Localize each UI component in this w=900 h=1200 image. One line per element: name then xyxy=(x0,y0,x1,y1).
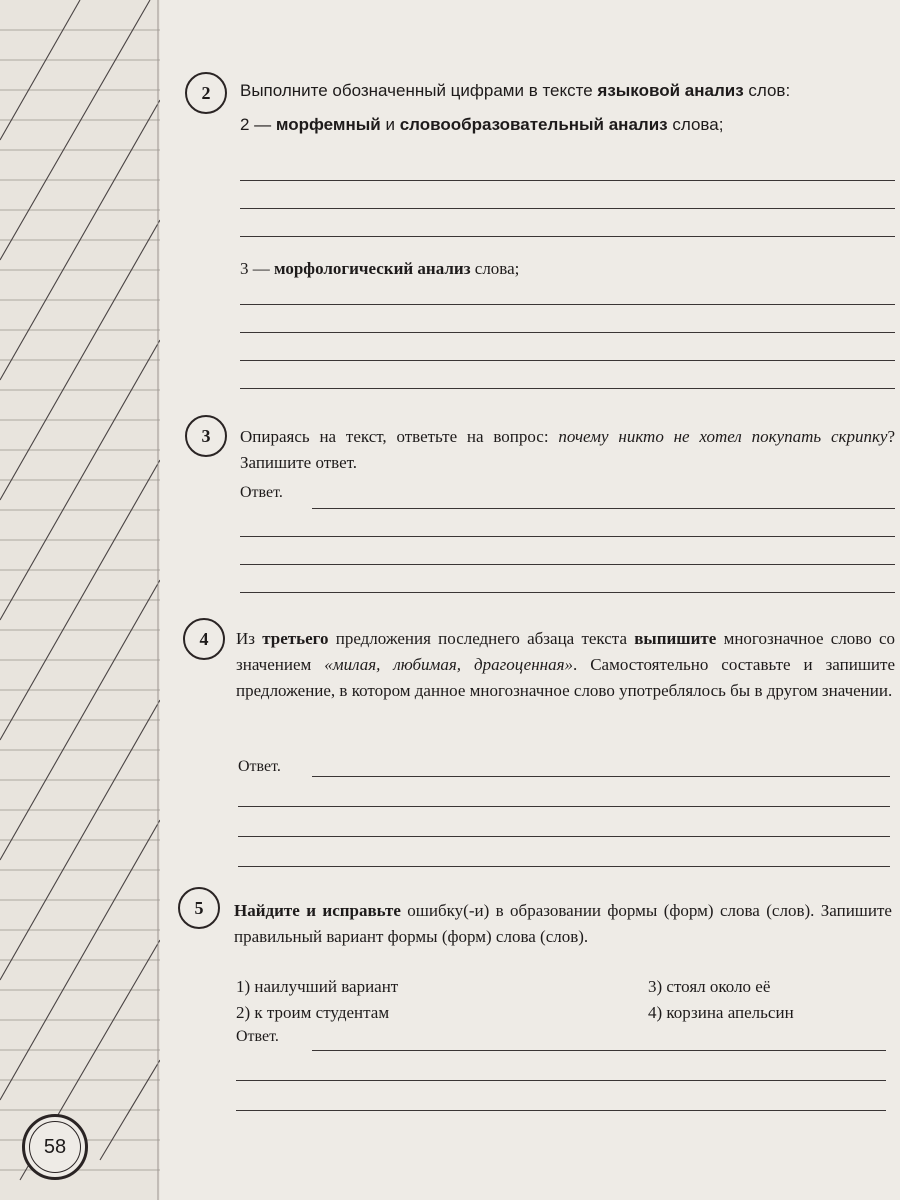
answer-line[interactable] xyxy=(240,304,895,305)
option-item: 3) стоял около её xyxy=(648,977,771,996)
task-number: 3 xyxy=(201,425,211,446)
page-number-badge xyxy=(22,1114,88,1180)
task-4: Из третьего предложения последнего абзаца текста выпишите многозначное слово со значением «милая, любимая, драгоценная». Самостоятельно составьте и запишите предложение, в котором данное многозначное слово употреблялось бы в другом значении. xyxy=(236,629,896,700)
answer-line[interactable] xyxy=(238,866,890,867)
task-number-circle xyxy=(185,415,227,457)
task-number: 4 xyxy=(199,628,209,649)
answer-line[interactable] xyxy=(240,332,895,333)
task-number: 2 xyxy=(201,82,211,103)
task-number-circle xyxy=(185,72,227,114)
task-2-item-1: 2 — морфемный и словообразовательный анализ слова; xyxy=(240,115,724,134)
option-item: 2) к троим студентам xyxy=(236,1003,390,1022)
answer-line[interactable] xyxy=(312,508,895,509)
answer-line[interactable] xyxy=(240,208,895,209)
answer-label: Ответ. xyxy=(240,484,283,501)
task-5: Найдите и исправьте ошибку(-и) в образовании формы (форм) слова (слов). Запишите правильный вариант формы (форм) слова (слов). xyxy=(234,901,892,946)
answer-line[interactable] xyxy=(236,1110,886,1111)
answer-line[interactable] xyxy=(238,806,890,807)
answer-line[interactable] xyxy=(240,564,895,565)
answer-line[interactable] xyxy=(240,536,895,537)
task-3: Опираясь на текст, ответьте на вопрос: почему никто не хотел покупать скрипку? Запишите ответ. xyxy=(240,427,895,472)
answer-line[interactable] xyxy=(240,180,895,181)
task-2-item-2: 3 — морфологический анализ слова; xyxy=(240,259,520,278)
options-left xyxy=(236,974,398,1026)
answer-line[interactable] xyxy=(312,1050,886,1051)
answer-line[interactable] xyxy=(240,388,895,389)
answer-line[interactable] xyxy=(240,360,895,361)
answer-line[interactable] xyxy=(238,836,890,837)
page-number: 58 xyxy=(43,1135,67,1158)
margin-lined-strip xyxy=(0,0,160,1200)
task-number: 5 xyxy=(194,897,204,918)
option-item: 1) наилучший вариант xyxy=(236,977,399,996)
task-2-intro: Выполните обозначенный цифрами в тексте языковой анализ слов: xyxy=(240,81,791,100)
task-number-circle xyxy=(183,618,225,660)
answer-line[interactable] xyxy=(312,776,890,777)
task-number-circle xyxy=(178,887,220,929)
task-2 xyxy=(240,78,895,138)
answer-label: Ответ. xyxy=(238,758,281,775)
answer-label: Ответ. xyxy=(236,1028,279,1045)
answer-line[interactable] xyxy=(236,1080,886,1081)
margin-lines-graphic xyxy=(0,0,160,1200)
answer-line[interactable] xyxy=(240,236,895,237)
answer-line[interactable] xyxy=(240,592,895,593)
options-right xyxy=(648,974,794,1026)
bleed-through-area xyxy=(230,165,900,191)
option-item: 4) корзина апельсин xyxy=(648,1003,794,1022)
